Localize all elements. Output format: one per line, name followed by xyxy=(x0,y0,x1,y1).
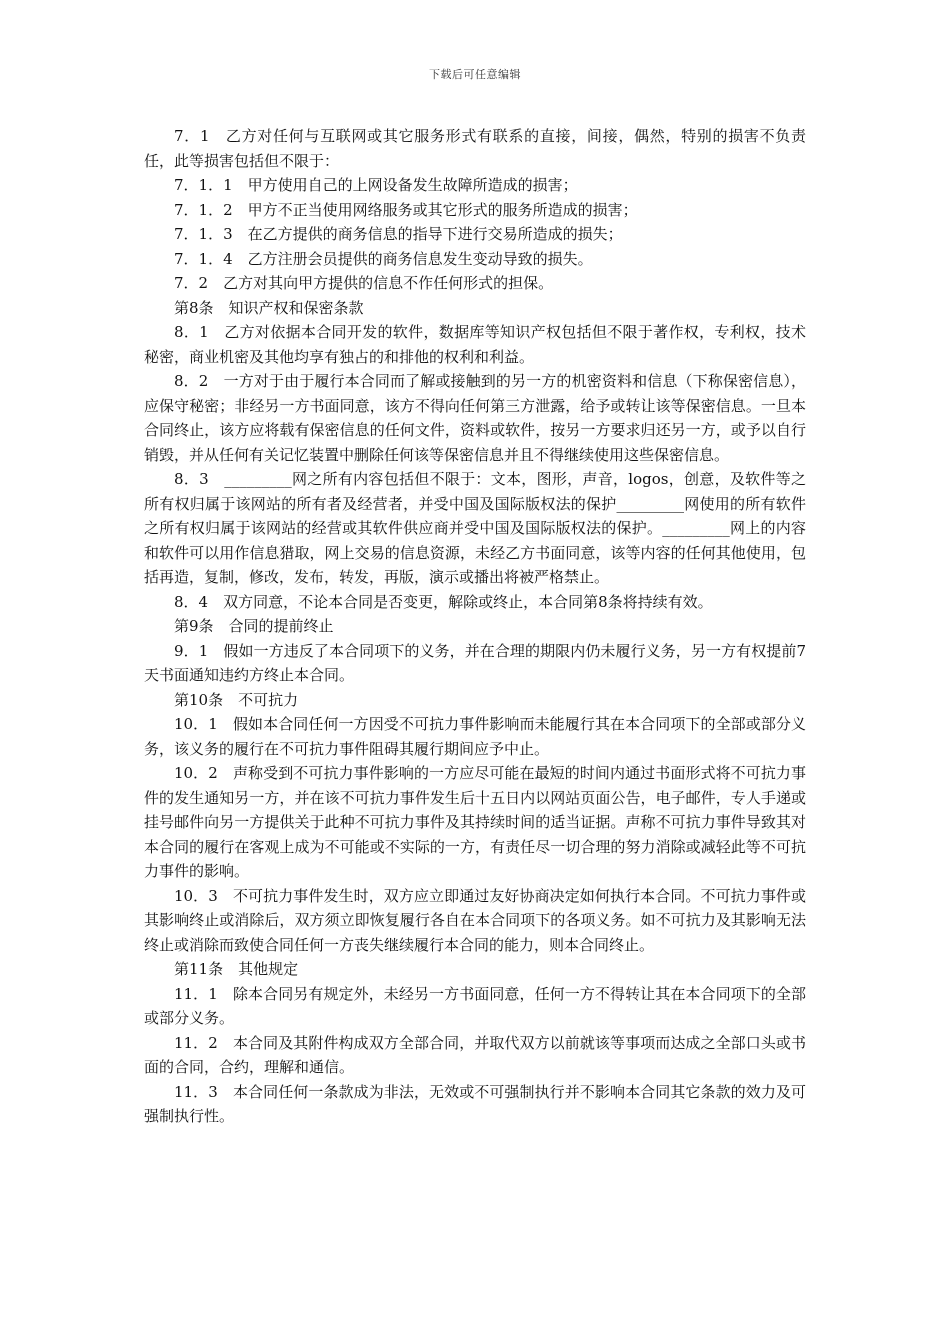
clause-9-1: 9．1 假如一方违反了本合同项下的义务，并在合理的期限内仍未履行义务，另一方有权提前7天书面通知违约方终止本合同。 xyxy=(144,641,806,684)
clause-7-1: 7．1 乙方对任何与互联网或其它服务形式有联系的直接，间接，偶然，特别的损害不负责任，此等损害包括但不限于： xyxy=(144,127,806,170)
clause-7-1-1: 7．1．1 甲方使用自己的上网设备发生故障所造成的损害； xyxy=(174,176,578,194)
page-header-note: 下载后可任意编辑 xyxy=(429,68,521,81)
clause-10-1: 10．1 假如本合同任何一方因受不可抗力事件影响而未能履行其在本合同项下的全部或部分义务，该义务的履行在不可抗力事件阻碍其履行期间应予中止。 xyxy=(144,715,806,758)
clause-7-2: 7．2 乙方对其向甲方提供的信息不作任何形式的担保。 xyxy=(174,274,554,292)
clause-8-2: 8．2 一方对于由于履行本合同而了解或接触到的另一方的机密资料和信息（下称保密信息），应保守秘密；非经另一方书面同意，该方不得向任何第三方泄露，给予或转让该等保密信息。一旦本合同终止，该方应将载有保密信息的任何文件，资料或软件，按另一方要求归还另一方，或予以自行销毁，并从任何有关记忆装置中删除任何该等保密信息并且不得继续使用这些保密信息。 xyxy=(144,372,806,464)
article-9-heading: 第9条 合同的提前终止 xyxy=(174,617,334,635)
clause-7-1-2: 7．1．2 甲方不正当使用网络服务或其它形式的服务所造成的损害； xyxy=(174,200,638,219)
clause-7-1-4: 7．1．4 乙方注册会员提供的商务信息发生变动导致的损失。 xyxy=(174,249,593,268)
clause-10-3: 10．3 不可抗力事件发生时，双方应立即通过友好协商决定如何执行本合同。不可抗力事件或其影响终止或消除后，双方须立即恢复履行各自在本合同项下的各项义务。如不可抗力及其影响无法终止或消除而致使合同任何一方丧失继续履行本合同的能力，则本合同终止。 xyxy=(144,886,806,954)
article-11-heading: 第11条 其他规定 xyxy=(174,960,299,978)
clause-11-2: 11．2 本合同及其附件构成双方全部合同，并取代双方以前就该等事项而达成之全部口头或书面的合同，合约，理解和通信。 xyxy=(144,1033,806,1076)
clause-8-3: 8．3 _________网之所有内容包括但不限于：文本，图形，声音，logos，创意，及软件等之所有权归属于该网站的所有者及经营者，并受中国及国际版权法的保护_________网使用的所有软件之所有权归属于该网站的经营或其软件供应商并受中国及国际版权法的保护。_________网上的内容和软件可以用作信息猎取，网上交易的信息资源，未经乙方书面同意，该等内容的任何其他使用，包括再造，复制，修改，发布，转发，再版，演示或播出将被严格禁止。 xyxy=(144,470,806,586)
clause-8-1: 8．1 乙方对依据本合同开发的软件，数据库等知识产权包括但不限于著作权，专利权，技术秘密，商业机密及其他均享有独占的和排他的权利和利益。 xyxy=(144,323,806,366)
clause-11-3: 11．3 本合同任何一条款成为非法，无效或不可强制执行并不影响本合同其它条款的效力及可强制执行性。 xyxy=(144,1082,806,1125)
document-body xyxy=(144,124,806,1129)
clause-11-1: 11．1 除本合同另有规定外，未经另一方书面同意，任何一方不得转让其在本合同项下的全部或部分义务。 xyxy=(144,984,806,1027)
article-8-heading: 第8条 知识产权和保密条款 xyxy=(174,298,364,317)
article-10-heading: 第10条 不可抗力 xyxy=(174,690,299,709)
clause-10-2: 10．2 声称受到不可抗力事件影响的一方应尽可能在最短的时间内通过书面形式将不可抗力事件的发生通知另一方，并在该不可抗力事件发生后十五日内以网站页面公告，电子邮件，专人手递或挂号邮件向另一方提供关于此种不可抗力事件及其持续时间的适当证据。声称不可抗力事件导致其对本合同的履行在客观上成为不可能或不实际的一方，有责任尽一切合理的努力消除或减轻此等不可抗力事件的影响。 xyxy=(144,764,806,880)
clause-7-1-3: 7．1．3 在乙方提供的商务信息的指导下进行交易所造成的损失； xyxy=(174,225,623,243)
clause-8-4: 8．4 双方同意，不论本合同是否变更，解除或终止，本合同第8条将持续有效。 xyxy=(174,592,713,611)
